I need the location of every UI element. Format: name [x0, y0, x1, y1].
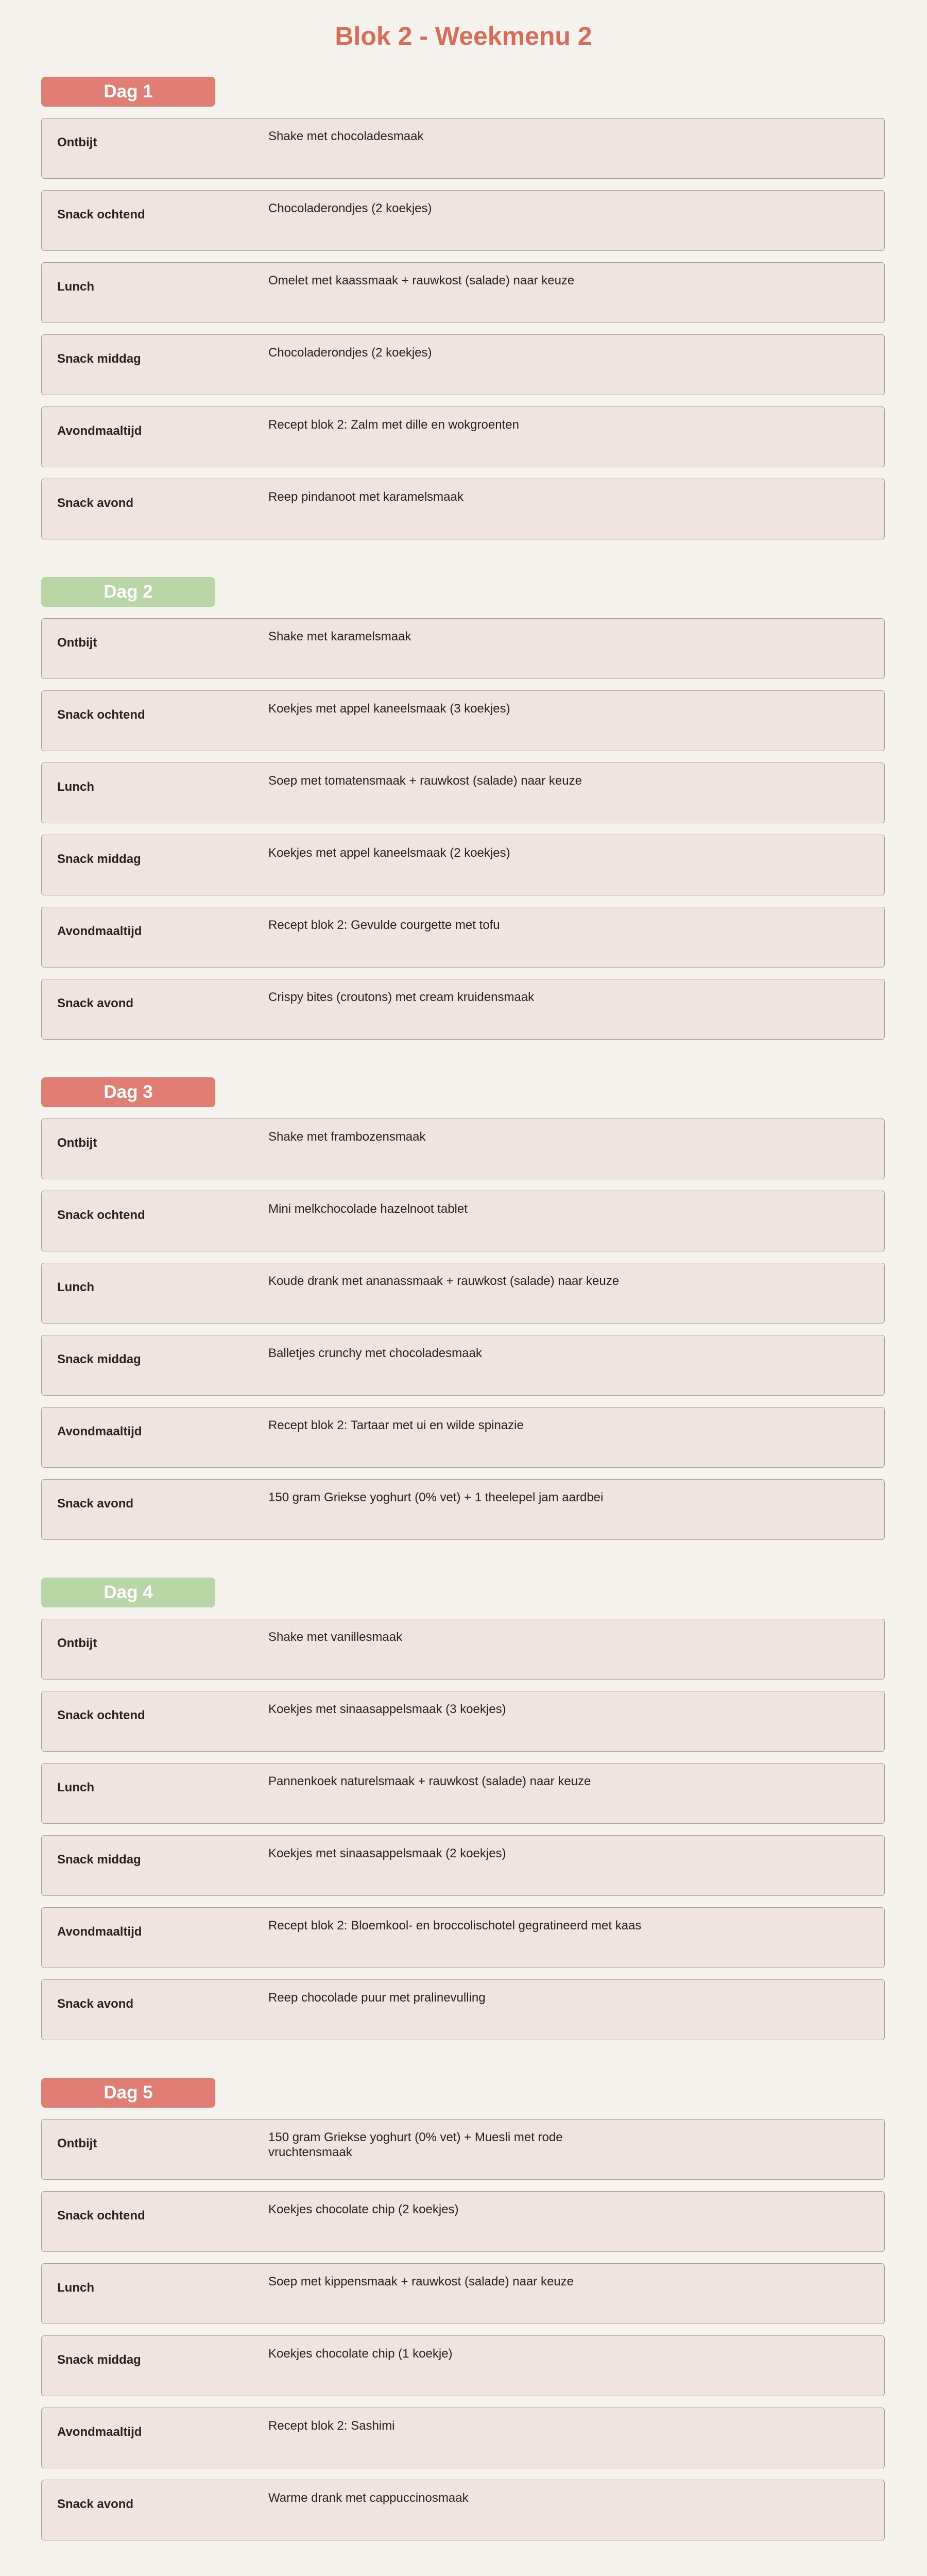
- meal-description: Crispy bites (croutons) met cream kruidensmaak: [268, 990, 535, 1004]
- meal-name: Snack middag: [57, 2353, 141, 2367]
- meal-name: Lunch: [57, 1280, 94, 1294]
- meal-row: [41, 618, 885, 679]
- meal-row: [41, 1335, 885, 1396]
- meal-row: [41, 1479, 885, 1540]
- day-badge: Dag 3: [41, 1077, 215, 1107]
- meal-name: Avondmaaltijd: [57, 424, 142, 438]
- meal-description: Shake met chocoladesmaak: [268, 129, 424, 143]
- meal-name: Avondmaaltijd: [57, 1925, 142, 1939]
- meal-description: Reep chocolade puur met pralinevulling: [268, 1991, 486, 2005]
- meal-name: Ontbijt: [57, 1136, 97, 1150]
- meal-name: Snack ochtend: [57, 2209, 145, 2223]
- meal-description: Recept blok 2: Gevulde courgette met tofu: [268, 918, 500, 932]
- meal-description: Pannenkoek naturelsmaak + rauwkost (salade) naar keuze: [268, 1774, 591, 1788]
- meal-description: Recept blok 2: Sashimi: [268, 2419, 395, 2433]
- meal-row: [41, 2191, 885, 2252]
- meal-row: [41, 1263, 885, 1324]
- meal-description: Soep met kippensmaak + rauwkost (salade) naar keuze: [268, 2275, 574, 2289]
- meal-description: Koekjes chocolate chip (2 koekjes): [268, 2202, 459, 2216]
- meal-description: Balletjes crunchy met chocoladesmaak: [268, 1346, 482, 1360]
- meal-description: Koekjes met appel kaneelsmaak (2 koekjes): [268, 846, 510, 860]
- meal-name: Snack avond: [57, 996, 134, 1010]
- meal-name: Snack ochtend: [57, 1208, 145, 1222]
- meal-row: [41, 1118, 885, 1179]
- day-section: [41, 1578, 886, 2011]
- meal-description: Shake met vanillesmaak: [268, 1630, 403, 1644]
- meal-name: Lunch: [57, 1781, 94, 1794]
- meal-row: [41, 479, 885, 539]
- meal-name: Snack middag: [57, 352, 141, 366]
- meal-row: [41, 835, 885, 895]
- meal-name: Ontbijt: [57, 1636, 97, 1650]
- meal-row: [41, 118, 885, 179]
- meal-row: [41, 1191, 885, 1251]
- page-title: Blok 2 - Weekmenu 2: [335, 22, 592, 50]
- meal-row: [41, 1907, 885, 1968]
- meal-name: Lunch: [57, 2281, 94, 2295]
- meal-row: [41, 1619, 885, 1680]
- meal-description: Shake met frambozensmaak: [268, 1130, 426, 1144]
- meal-row: [41, 690, 885, 751]
- meal-name: Snack ochtend: [57, 708, 145, 722]
- meal-name: Lunch: [57, 280, 94, 294]
- meal-name: Snack avond: [57, 1497, 134, 1511]
- meal-row: [41, 262, 885, 323]
- meal-description: Reep pindanoot met karamelsmaak: [268, 490, 464, 504]
- meal-row: [41, 1763, 885, 1824]
- meal-description: Chocoladerondjes (2 koekjes): [268, 201, 432, 215]
- meal-row: [41, 1835, 885, 1896]
- meal-row: [41, 1407, 885, 1468]
- meal-name: Snack ochtend: [57, 208, 145, 222]
- meal-name: Snack middag: [57, 852, 141, 866]
- meal-description: Warme drank met cappuccinosmaak: [268, 2491, 469, 2505]
- meal-name: Snack avond: [57, 496, 134, 510]
- meal-description: Recept blok 2: Zalm met dille en wokgroenten: [268, 418, 519, 432]
- meal-name: Ontbijt: [57, 2137, 97, 2150]
- meal-description: Koude drank met ananassmaak + rauwkost (salade) naar keuze: [268, 1274, 620, 1288]
- meal-name: Lunch: [57, 780, 94, 794]
- meal-description: Koekjes met appel kaneelsmaak (3 koekjes): [268, 702, 510, 716]
- day-section: [41, 1077, 886, 1511]
- meal-row: [41, 334, 885, 395]
- meal-row: [41, 406, 885, 467]
- meal-row: [41, 2408, 885, 2468]
- meal-row: [41, 2263, 885, 2324]
- meal-description: 150 gram Griekse yoghurt (0% vet) + 1 theelepel jam aardbei: [268, 1490, 604, 1504]
- meal-description: Shake met karamelsmaak: [268, 630, 411, 643]
- meal-name: Snack avond: [57, 2497, 134, 2511]
- day-badge: Dag 1: [41, 77, 215, 107]
- day-badge: Dag 4: [41, 1578, 215, 1607]
- meal-row: [41, 1979, 885, 2040]
- meal-name: Avondmaaltijd: [57, 924, 142, 938]
- meal-name: Snack ochtend: [57, 1708, 145, 1722]
- meal-description: Chocoladerondjes (2 koekjes): [268, 346, 432, 360]
- meal-row: [41, 1691, 885, 1752]
- meal-name: Snack middag: [57, 1352, 141, 1366]
- meal-description: Recept blok 2: Tartaar met ui en wilde spinazie: [268, 1418, 524, 1432]
- meal-name: Snack middag: [57, 1853, 141, 1867]
- meal-row: [41, 2335, 885, 2396]
- meal-description: Recept blok 2: Bloemkool- en broccolischotel gegratineerd met kaas: [268, 1919, 642, 1933]
- meal-name: Avondmaaltijd: [57, 1425, 142, 1438]
- day-badge: Dag 5: [41, 2078, 215, 2108]
- day-section: [41, 2078, 886, 2511]
- day-section: [41, 77, 886, 510]
- meal-description: Koekjes chocolate chip (1 koekje): [268, 2347, 453, 2361]
- meal-row: [41, 907, 885, 968]
- meal-name: Ontbijt: [57, 636, 97, 650]
- meal-description: Mini melkchocolade hazelnoot tablet: [268, 1202, 468, 1216]
- meal-row: [41, 979, 885, 1040]
- meal-description: Soep met tomatensmaak + rauwkost (salade) naar keuze: [268, 774, 582, 788]
- meal-description: Koekjes met sinaasappelsmaak (2 koekjes): [268, 1846, 506, 1860]
- day-badge: Dag 2: [41, 577, 215, 607]
- meal-description: Omelet met kaassmaak + rauwkost (salade) naar keuze: [268, 274, 575, 287]
- meal-name: Avondmaaltijd: [57, 2425, 142, 2439]
- meal-row: [41, 2480, 885, 2540]
- meal-name: Snack avond: [57, 1997, 134, 2011]
- meal-description: Koekjes met sinaasappelsmaak (3 koekjes): [268, 1702, 506, 1716]
- meal-description: 150 gram Griekse yoghurt (0% vet) + Muesli met rode vruchtensmaak: [268, 2130, 563, 2159]
- day-section: [41, 577, 886, 1010]
- meal-row: [41, 190, 885, 251]
- meal-name: Ontbijt: [57, 135, 97, 149]
- meal-row: [41, 2119, 885, 2180]
- meal-row: [41, 762, 885, 823]
